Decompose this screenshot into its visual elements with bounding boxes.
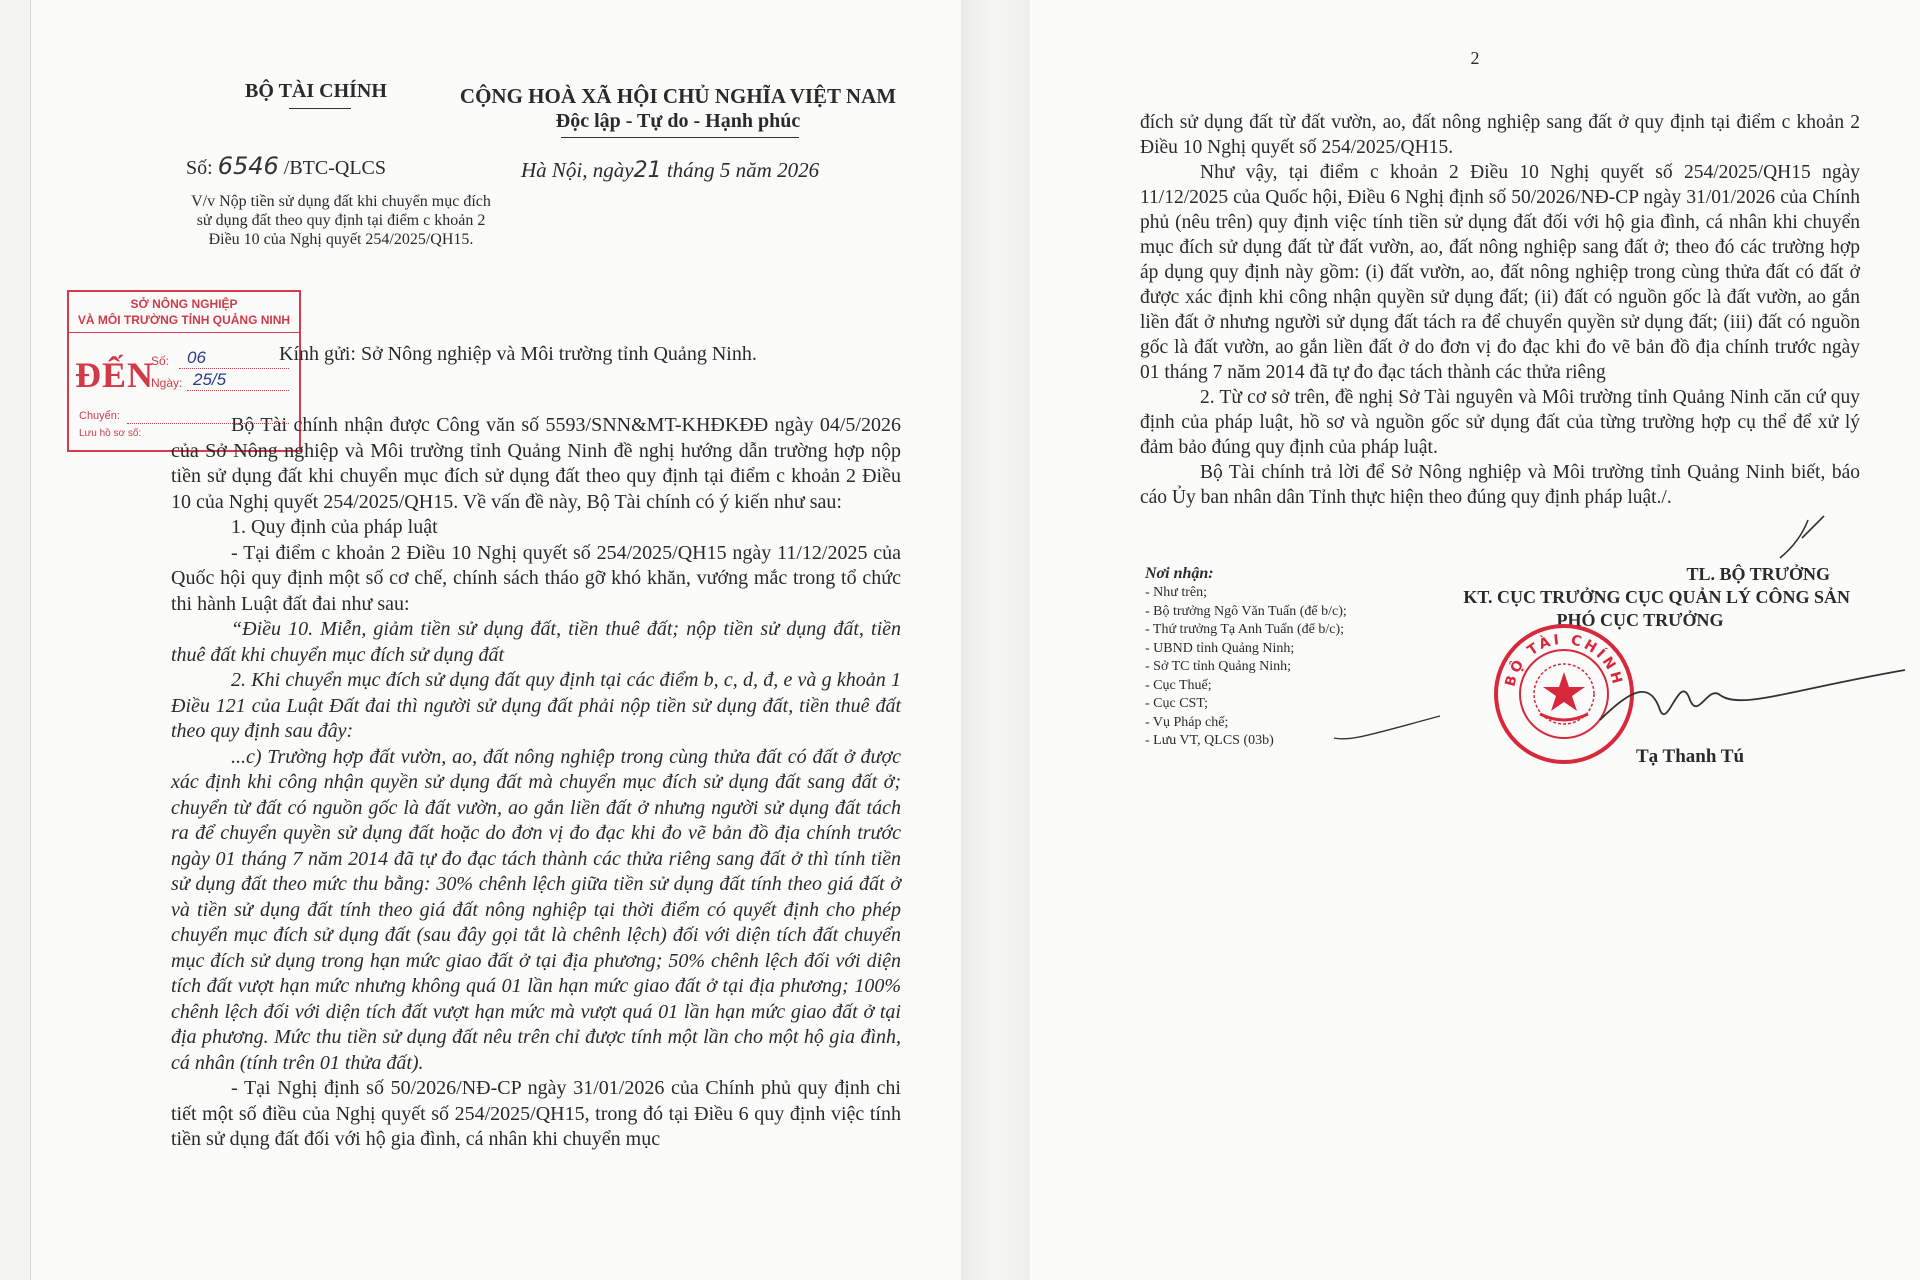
issuing-organization: BỘ TÀI CHÍNH bbox=[245, 80, 387, 102]
recipient-item: - Lưu VT, QLCS (03b) bbox=[1145, 733, 1274, 748]
recipients-title: Nơi nhận: bbox=[1145, 565, 1214, 582]
stamp-number-label: Số: bbox=[151, 354, 170, 368]
stamp-number-value: 06 bbox=[187, 348, 206, 367]
stamp-transfer-label: Chuyển: bbox=[79, 410, 120, 422]
stamp-dotline bbox=[187, 390, 289, 391]
document-subject: V/v Nộp tiền sử dụng đất khi chuyển mục đích sử dụng đất theo quy định tại điểm c khoản 2 Điều 10 của Nghị quyết 254/2025/QH15. bbox=[191, 193, 491, 248]
recipient-item: - Sở TC tỉnh Quảng Ninh; bbox=[1145, 659, 1291, 674]
place-prefix: Hà Nội, ngày bbox=[521, 158, 634, 182]
body-paragraph: Bộ Tài chính nhận được Công văn số 5593/SNN&MT-KHĐKĐĐ ngày 04/5/2026 của Sở Nông nghiệp và Môi trường tỉnh Quảng Ninh đề nghị hướng dẫn trường hợp nộp tiền sử dụng đất khi chuyển mục đích sử dụng đất theo quy định tại điểm c khoản 2 Điều 10 của Nghị quyết 254/2025/QH15. Về vấn đề này, Bộ Tài chính có ý kiến như sau: bbox=[171, 414, 901, 513]
body-paragraph: - Tại điểm c khoản 2 Điều 10 Nghị quyết số 254/2025/QH15 ngày 11/12/2025 của Quốc hội quy định một số cơ chế, chính sách tháo gỡ khó khăn, vướng mắc trong tổ chức thi hành Luật đất đai như sau: bbox=[171, 541, 901, 615]
body-paragraph: Bộ Tài chính trả lời để Sở Nông nghiệp và Môi trường tỉnh Quảng Ninh biết, báo cáo Ủy ban nhân dân Tỉnh thực hiện theo đúng quy định pháp luật./. bbox=[1140, 462, 1860, 508]
national-motto: Độc lập - Tự do - Hạnh phúc bbox=[555, 110, 801, 132]
stamp-den-label: ĐẾN bbox=[75, 355, 155, 395]
recipient-line: Kính gửi: Sở Nông nghiệp và Môi trường tỉnh Quảng Ninh. bbox=[279, 343, 757, 365]
place-suffix: tháng 5 năm 2026 bbox=[666, 158, 820, 182]
signature-authority-line1: TL. BỘ TRƯỞNG bbox=[1686, 564, 1830, 584]
body-paragraph: - Tại Nghị định số 50/2026/NĐ-CP ngày 31/01/2026 của Chính phủ quy định chi tiết một số điều của Nghị quyết số 254/2025/QH15, trong đó tại Điều 6 quy định việc tính tiền sử dụng đất đối với hộ gia đình, cá nhân khi chuyển mục bbox=[171, 1077, 901, 1150]
quoted-clause: ...c) Trường hợp đất vườn, ao, đất nông nghiệp trong cùng thửa đất có đất ở được xác định khi công nhận quyền sử dụng đất mà chuyển mục đích sử dụng đất sang đất ở; chuyển từ đất có nguồn gốc là đất vườn, ao gắn liền đất ở nhưng người sử dụng đất tách ra để chuyển quyền sử dụng đất hoặc do đơn vị đo đạc khi đo vẽ bản đồ địa chính trước ngày 01 tháng 7 năm 2014 đã tự đo đạc tách thành các thửa riêng sang đất ở thì tính tiền sử dụng đất theo mức thu bằng: 30% chênh lệch giữa tiền sử dụng đất tính theo giá đất ở và tiền sử dụng đất tính theo giá đất nông nghiệp tại thời điểm có quyết định cho phép chuyển mục đích sử dụng đất (sau đây gọi tắt là chênh lệch) đối với diện tích đất chuyển mục đích sử dụng trong hạn mức giao đất ở tại địa phương; 50% chênh lệch đối với diện tích đất vượt hạn mức nhưng không quá 01 lần hạn mức giao đất ở tại địa phương; 100% chênh lệch đối với diện tích đất vượt hạn mức mà vượt quá 01 lần hạn mức giao đất ở tại địa phương. Mức thu tiền sử dụng đất nêu trên chỉ được tính một lần cho một hộ gia đình, cá nhân (tính trên 01 thửa đất). bbox=[171, 745, 901, 1074]
stamp-dotline bbox=[179, 368, 289, 369]
body-paragraph: 2. Từ cơ sở trên, đề nghị Sở Tài nguyên và Môi trường tỉnh Quảng Ninh căn cứ quy định của pháp luật, hồ sơ và nguồn gốc sử dụng đất của từng trường hợp cụ thể để xử lý đảm bảo đúng quy định của pháp luật. bbox=[1140, 387, 1860, 458]
document-number bbox=[186, 152, 386, 180]
document-page-2 bbox=[1030, 0, 1920, 1280]
quoted-article-title: “Điều 10. Miễn, giảm tiền sử dụng đất, tiền thuê đất; nộp tiền sử dụng đất, tiền thuê đất khi chuyển mục đích sử dụng đất bbox=[171, 618, 901, 666]
stamp-divider bbox=[69, 332, 299, 333]
stamp-date-label: Ngày: bbox=[151, 376, 183, 390]
quoted-clause: 2. Khi chuyển mục đích sử dụng đất quy định tại các điểm b, c, d, đ, e và g khoản 1 Điều 121 của Luật Đất đai thì người sử dụng đất phải nộp tiền sử dụng đất, tiền thuê đất theo quy định sau đây: bbox=[171, 669, 901, 742]
stamp-agency-line1: SỞ NÔNG NGHIỆP bbox=[130, 297, 238, 311]
recipient-item: - Vụ Pháp chế; bbox=[1145, 714, 1229, 730]
section-heading: 1. Quy định của pháp luật bbox=[231, 516, 438, 538]
doc-number-suffix: /BTC-QLCS bbox=[283, 157, 387, 179]
recipient-item: - Cục Thuế; bbox=[1145, 677, 1212, 693]
archive-initials-mark bbox=[1330, 712, 1450, 752]
doc-number-label: Số: bbox=[186, 157, 213, 179]
document-page-1 bbox=[30, 0, 961, 1280]
signature-authority-line3: PHÓ CỤC TRƯỞNG bbox=[1556, 610, 1724, 630]
motto-underline bbox=[561, 137, 799, 138]
page2-body bbox=[1140, 110, 1860, 510]
initials-mark bbox=[1772, 508, 1832, 568]
handwritten-signature bbox=[1590, 650, 1910, 740]
recipient-item: - Cục CST; bbox=[1145, 696, 1209, 711]
recipient-item: - Thứ trưởng Tạ Anh Tuấn (để b/c); bbox=[1145, 622, 1344, 637]
recipient-item: - UBND tỉnh Quảng Ninh; bbox=[1145, 640, 1295, 656]
body-paragraph: đích sử dụng đất từ đất vườn, ao, đất nông nghiệp sang đất ở quy định tại điểm c khoản 2 Điều 10 Nghị quyết số 254/2025/QH15. bbox=[1140, 112, 1860, 158]
stamp-file-label: Lưu hồ sơ số: bbox=[79, 428, 142, 439]
seal-text: BỘ TÀI CHÍNH bbox=[1502, 631, 1626, 689]
day-handwritten: 21 bbox=[633, 158, 662, 183]
stamp-date-value: 25/5 bbox=[193, 370, 227, 389]
stamp-agency-line2: VÀ MÔI TRƯỜNG TỈNH QUẢNG NINH bbox=[77, 313, 291, 327]
doc-number-handwritten: 6546 bbox=[217, 152, 279, 180]
signature-authority-line2: KT. CỤC TRƯỞNG CỤC QUẢN LÝ CÔNG SẢN bbox=[1463, 587, 1850, 607]
page-number: 2 bbox=[1470, 48, 1480, 68]
organization-underline bbox=[289, 108, 351, 109]
signer-name: Tạ Thanh Tú bbox=[1635, 746, 1745, 767]
page-gutter bbox=[960, 0, 1030, 1280]
body-paragraph: Như vậy, tại điểm c khoản 2 Điều 10 Nghị quyết số 254/2025/QH15 ngày 11/12/2025 của Quốc hội, Điều 6 Nghị định số 50/2026/NĐ-CP ngày 31/01/2026 của Chính phủ (nêu trên) quy định việc tính tiền sử dụng đất đối với hộ gia đình, cá nhân khi chuyển mục đích sử dụng đất từ đất vườn, ao, đất nông nghiệp sang đất ở; theo đó các trường hợp áp dụng quy định này gồm: (i) đất vườn, ao, đất nông nghiệp trong cùng thửa đất có đất ở được xác định khi công nhận quyền sử dụng đất; (ii) đất có nguồn gốc là đất vườn, ao gắn liền đất ở nhưng người sử dụng đất tách ra để chuyển quyền sử dụng đất; (iii) đất có nguồn gốc là đất vườn, ao gắn liền đất ở do đơn vị đo đạc khi đo vẽ bản đồ địa chính trước ngày 01 tháng 7 năm 2014 đã tự đo đạc tách thành các thửa riêng bbox=[1140, 162, 1860, 383]
national-title: CỘNG HOÀ XÃ HỘI CHỦ NGHĨA VIỆT NAM bbox=[459, 84, 897, 108]
recipient-item: - Như trên; bbox=[1145, 585, 1208, 600]
place-and-date bbox=[521, 158, 819, 183]
recipient-item: - Bộ trưởng Ngô Văn Tuấn (để b/c); bbox=[1145, 603, 1347, 619]
page1-body bbox=[171, 413, 901, 1153]
